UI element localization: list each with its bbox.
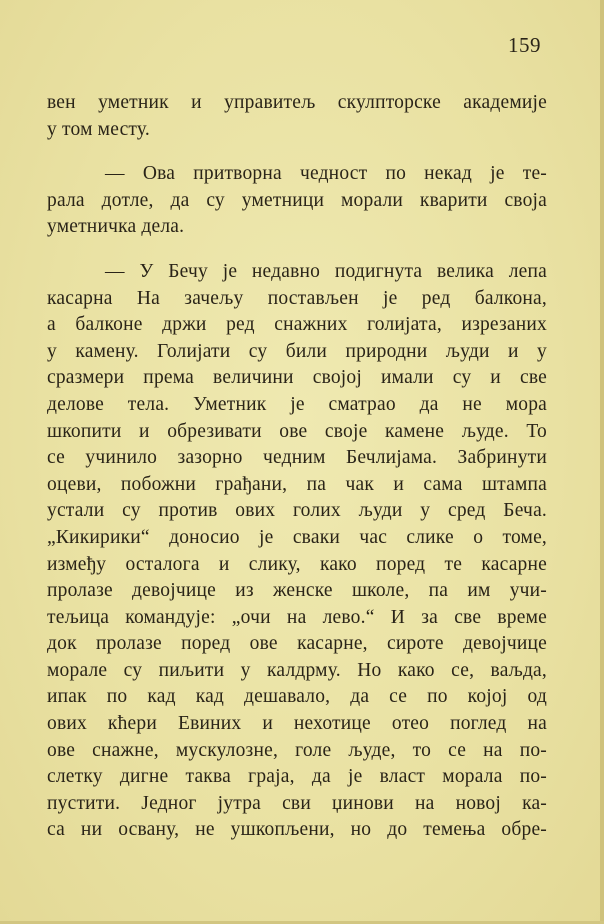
text-line: у камену. Голијати су били природни људи и у: [47, 340, 547, 362]
text-line: — У Бечу је недавно подигнута велика лепа: [105, 260, 547, 282]
text-line: са ни освану, не ушкопљени, но до темења обре-: [47, 819, 547, 841]
text-line: делове тела. Уметник је сматрао да не мора: [47, 393, 547, 415]
text-line: шкопити и обрезивати ове своје камене људе. То: [47, 420, 547, 442]
body-text: [47, 90, 547, 844]
text-line: касарна На зачељу постављен је ред балкона,: [47, 287, 547, 309]
page-edge: [600, 0, 604, 924]
paragraph-1: [47, 90, 547, 143]
page-number: 159: [508, 33, 541, 57]
text-line: ових кћери Евиних и нехотице отео поглед на: [47, 713, 547, 735]
paragraph-2: [47, 161, 547, 241]
text-line: рала дотле, да су уметници морали кварити своја: [47, 189, 547, 211]
text-line: ове снажне, мускулозне, голе људе, то се на по-: [47, 739, 547, 761]
text-line: пустити. Једног јутра сви џинови на новој ка-: [47, 792, 547, 814]
text-line: оцеви, побожни грађани, па чак и сама штампа: [47, 473, 547, 495]
text-line: у том месту.: [47, 118, 150, 140]
text-line: а балконе држи ред снажних голијата, изрезаних: [47, 314, 547, 336]
text-line: — Ова притворна чедност по некад је те-: [105, 163, 547, 185]
text-line: устали су против ових голих људи у сред Беча.: [47, 500, 547, 522]
text-line: вен уметник и управитељ скулпторске академије: [47, 92, 547, 113]
text-line: уметничка дела.: [47, 216, 185, 238]
text-line: пролазе девојчице из женске школе, па им учи-: [47, 580, 547, 602]
text-line: се учинило зазорно чедним Бечлијама. Забринути: [47, 447, 547, 469]
text-line: сразмери према величини својој имали су и све: [47, 367, 547, 389]
text-line: „Кикирики“ доносио је сваки час слике о томе,: [47, 526, 547, 548]
text-line: између осталога и слику, како поред те касарне: [47, 553, 547, 575]
text-line: ипак по кад кад дешавало, да се по којој од: [47, 686, 547, 708]
text-line: морале су пиљити у калдрму. Но како се, ваљда,: [47, 659, 547, 681]
paragraph-3: [47, 259, 547, 844]
text-line: тељица командује: „очи на лево.“ И за све време: [47, 606, 547, 628]
text-line: слетку дигне таква граја, да је власт морала по-: [47, 766, 547, 788]
text-line: док пролазе поред ове касарне, сироте девојчице: [47, 633, 547, 655]
